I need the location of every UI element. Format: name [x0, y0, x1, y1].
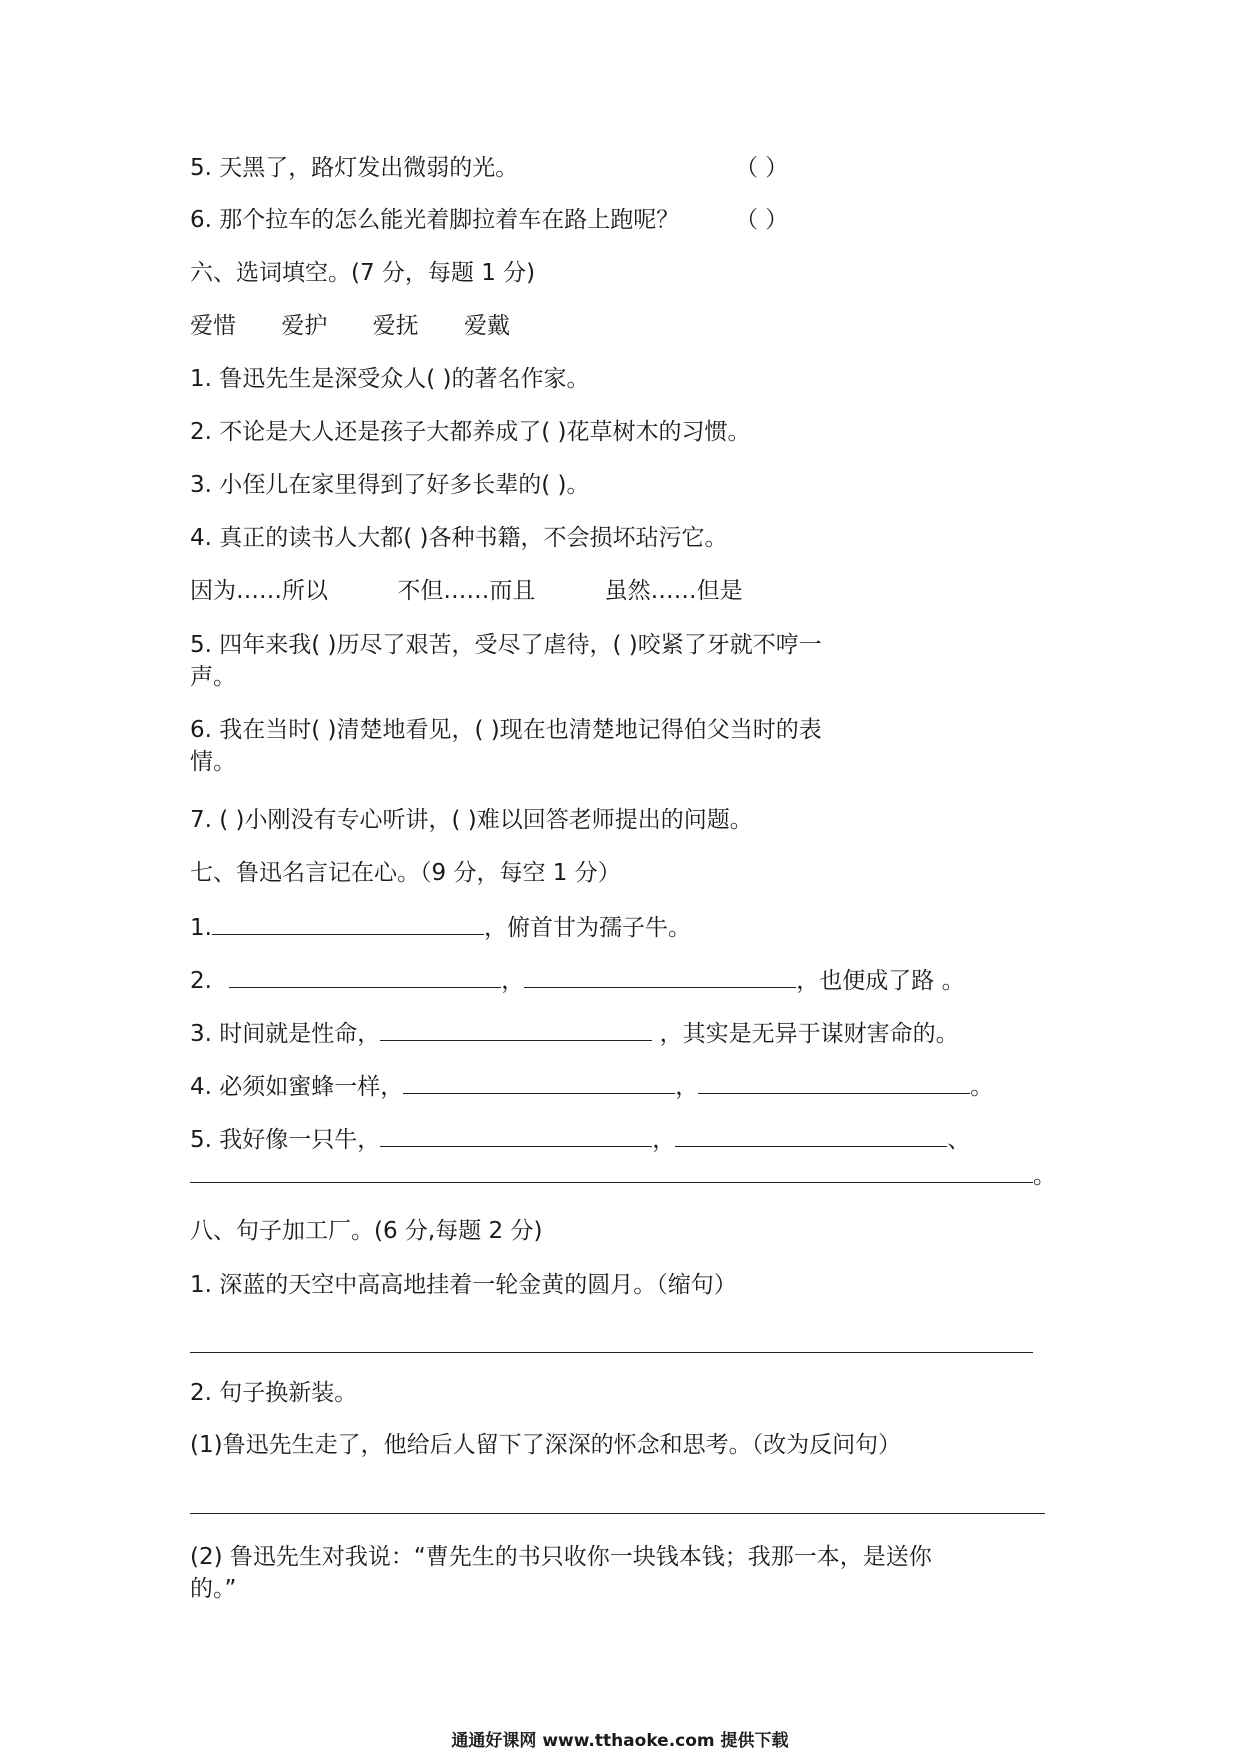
q7-item-2: [190, 965, 965, 996]
item-text: 4. 必须如蜜蜂一样，: [190, 1074, 404, 1100]
item-text: ，: [652, 1127, 676, 1153]
q8-item-2-1: (1)鲁迅先生走了，他给后人留下了深深的怀念和思考。（改为反问句）: [190, 1432, 902, 1458]
word-option: 爱戴: [463, 313, 510, 339]
q7-item-5: [190, 1124, 970, 1155]
item-text: ，其实是无异于谋财害命的。: [652, 1021, 959, 1047]
item-text: 。: [1033, 1163, 1056, 1189]
q7-item-5-line2: [190, 1160, 1056, 1191]
q7-item-4: [190, 1071, 993, 1102]
item-text: ，也便成了路 。: [796, 968, 965, 994]
q6-item-5-line2: 声。: [190, 664, 236, 690]
q6-item-3: 3. 小侄儿在家里得到了好多长辈的( )。: [190, 472, 590, 498]
answer-blank[interactable]: [675, 1124, 947, 1147]
q6-item-4: 4. 真正的读书人大都( )各种书籍，不会损坏玷污它。: [190, 525, 728, 551]
answer-blank[interactable]: [190, 1160, 1033, 1183]
word-option: 爱抚: [372, 313, 419, 339]
word-bank-1: [190, 311, 510, 341]
section-8-title: 八、句子加工厂。(6 分,每题 2 分): [190, 1218, 543, 1244]
answer-blank[interactable]: [698, 1071, 970, 1094]
q8-item-2: 2. 句子换新装。: [190, 1380, 358, 1406]
q6-item-6-line2: 情。: [190, 749, 236, 775]
word-option: 爱护: [281, 313, 328, 339]
q5-item-6: 6. 那个拉车的怎么能光着脚拉着车在路上跑呢？: [190, 207, 680, 233]
answer-blank[interactable]: [380, 1124, 652, 1147]
q8-item-1: 1. 深蓝的天空中高高地挂着一轮金黄的圆月。（缩句）: [190, 1272, 737, 1298]
conjunction-option: 虽然……但是: [604, 578, 743, 604]
item-text: ，: [675, 1074, 699, 1100]
item-number: 1.: [190, 915, 212, 941]
answer-blank[interactable]: [380, 1018, 652, 1041]
page-footer: 通通好课网 www.tthaoke.com 提供下载: [451, 1731, 789, 1751]
item-text: ，俯首甘为孺子牛。: [483, 915, 691, 941]
q7-item-1: [190, 912, 691, 943]
item-text: 。: [970, 1074, 994, 1100]
q8-item-2-2-line2: 的。”: [190, 1576, 237, 1602]
q6-item-1: 1. 鲁迅先生是深受众人( )的著名作家。: [190, 366, 590, 392]
conjunction-option: 因为……所以: [190, 578, 328, 604]
item-text: 5. 我好像一只牛，: [190, 1127, 381, 1153]
q5-item-5: [190, 153, 518, 183]
q6-item-2: 2. 不论是大人还是孩子大都养成了( )花草树木的习惯。: [190, 419, 751, 445]
item-text: 、: [947, 1127, 971, 1153]
item-text: ，: [501, 968, 525, 994]
section-6-title: 六、选词填空。(7 分，每题 1 分): [190, 260, 536, 286]
q6-item-5-line1: 5. 四年来我( )历尽了艰苦，受尽了虐待，( )咬紧了牙就不哼一: [190, 632, 822, 658]
q6-item-7: 7. ( )小刚没有专心听讲，( )难以回答老师提出的问题。: [190, 807, 753, 833]
answer-blank[interactable]: [403, 1071, 675, 1094]
q7-item-3: [190, 1018, 959, 1049]
conjunction-option: 不但……而且: [397, 578, 536, 604]
answer-line[interactable]: [190, 1513, 1045, 1514]
word-option: 爱惜: [190, 313, 236, 339]
q8-item-2-2-line1: (2) 鲁迅先生对我说：“曹先生的书只收你一块钱本钱；我那一本，是送你: [190, 1544, 932, 1570]
item-number: 2.: [190, 968, 212, 994]
q6-item-6-line1: 6. 我在当时( )清楚地看见，( )现在也清楚地记得伯父当时的表: [190, 717, 822, 743]
q5-item-5-paren[interactable]: （ ）: [735, 155, 789, 181]
answer-blank[interactable]: [212, 912, 484, 935]
section-7-title: 七、鲁迅名言记在心。（9 分，每空 1 分）: [190, 860, 621, 886]
word-bank-2: [190, 576, 743, 606]
item-text: 3. 时间就是性命，: [190, 1021, 381, 1047]
answer-blank[interactable]: [524, 965, 796, 988]
q5-item-5-text: 5. 天黑了，路灯发出微弱的光。: [190, 155, 519, 181]
answer-blank[interactable]: [229, 965, 501, 988]
q5-item-6-paren[interactable]: （ ）: [735, 207, 789, 233]
answer-line[interactable]: [190, 1352, 1033, 1353]
